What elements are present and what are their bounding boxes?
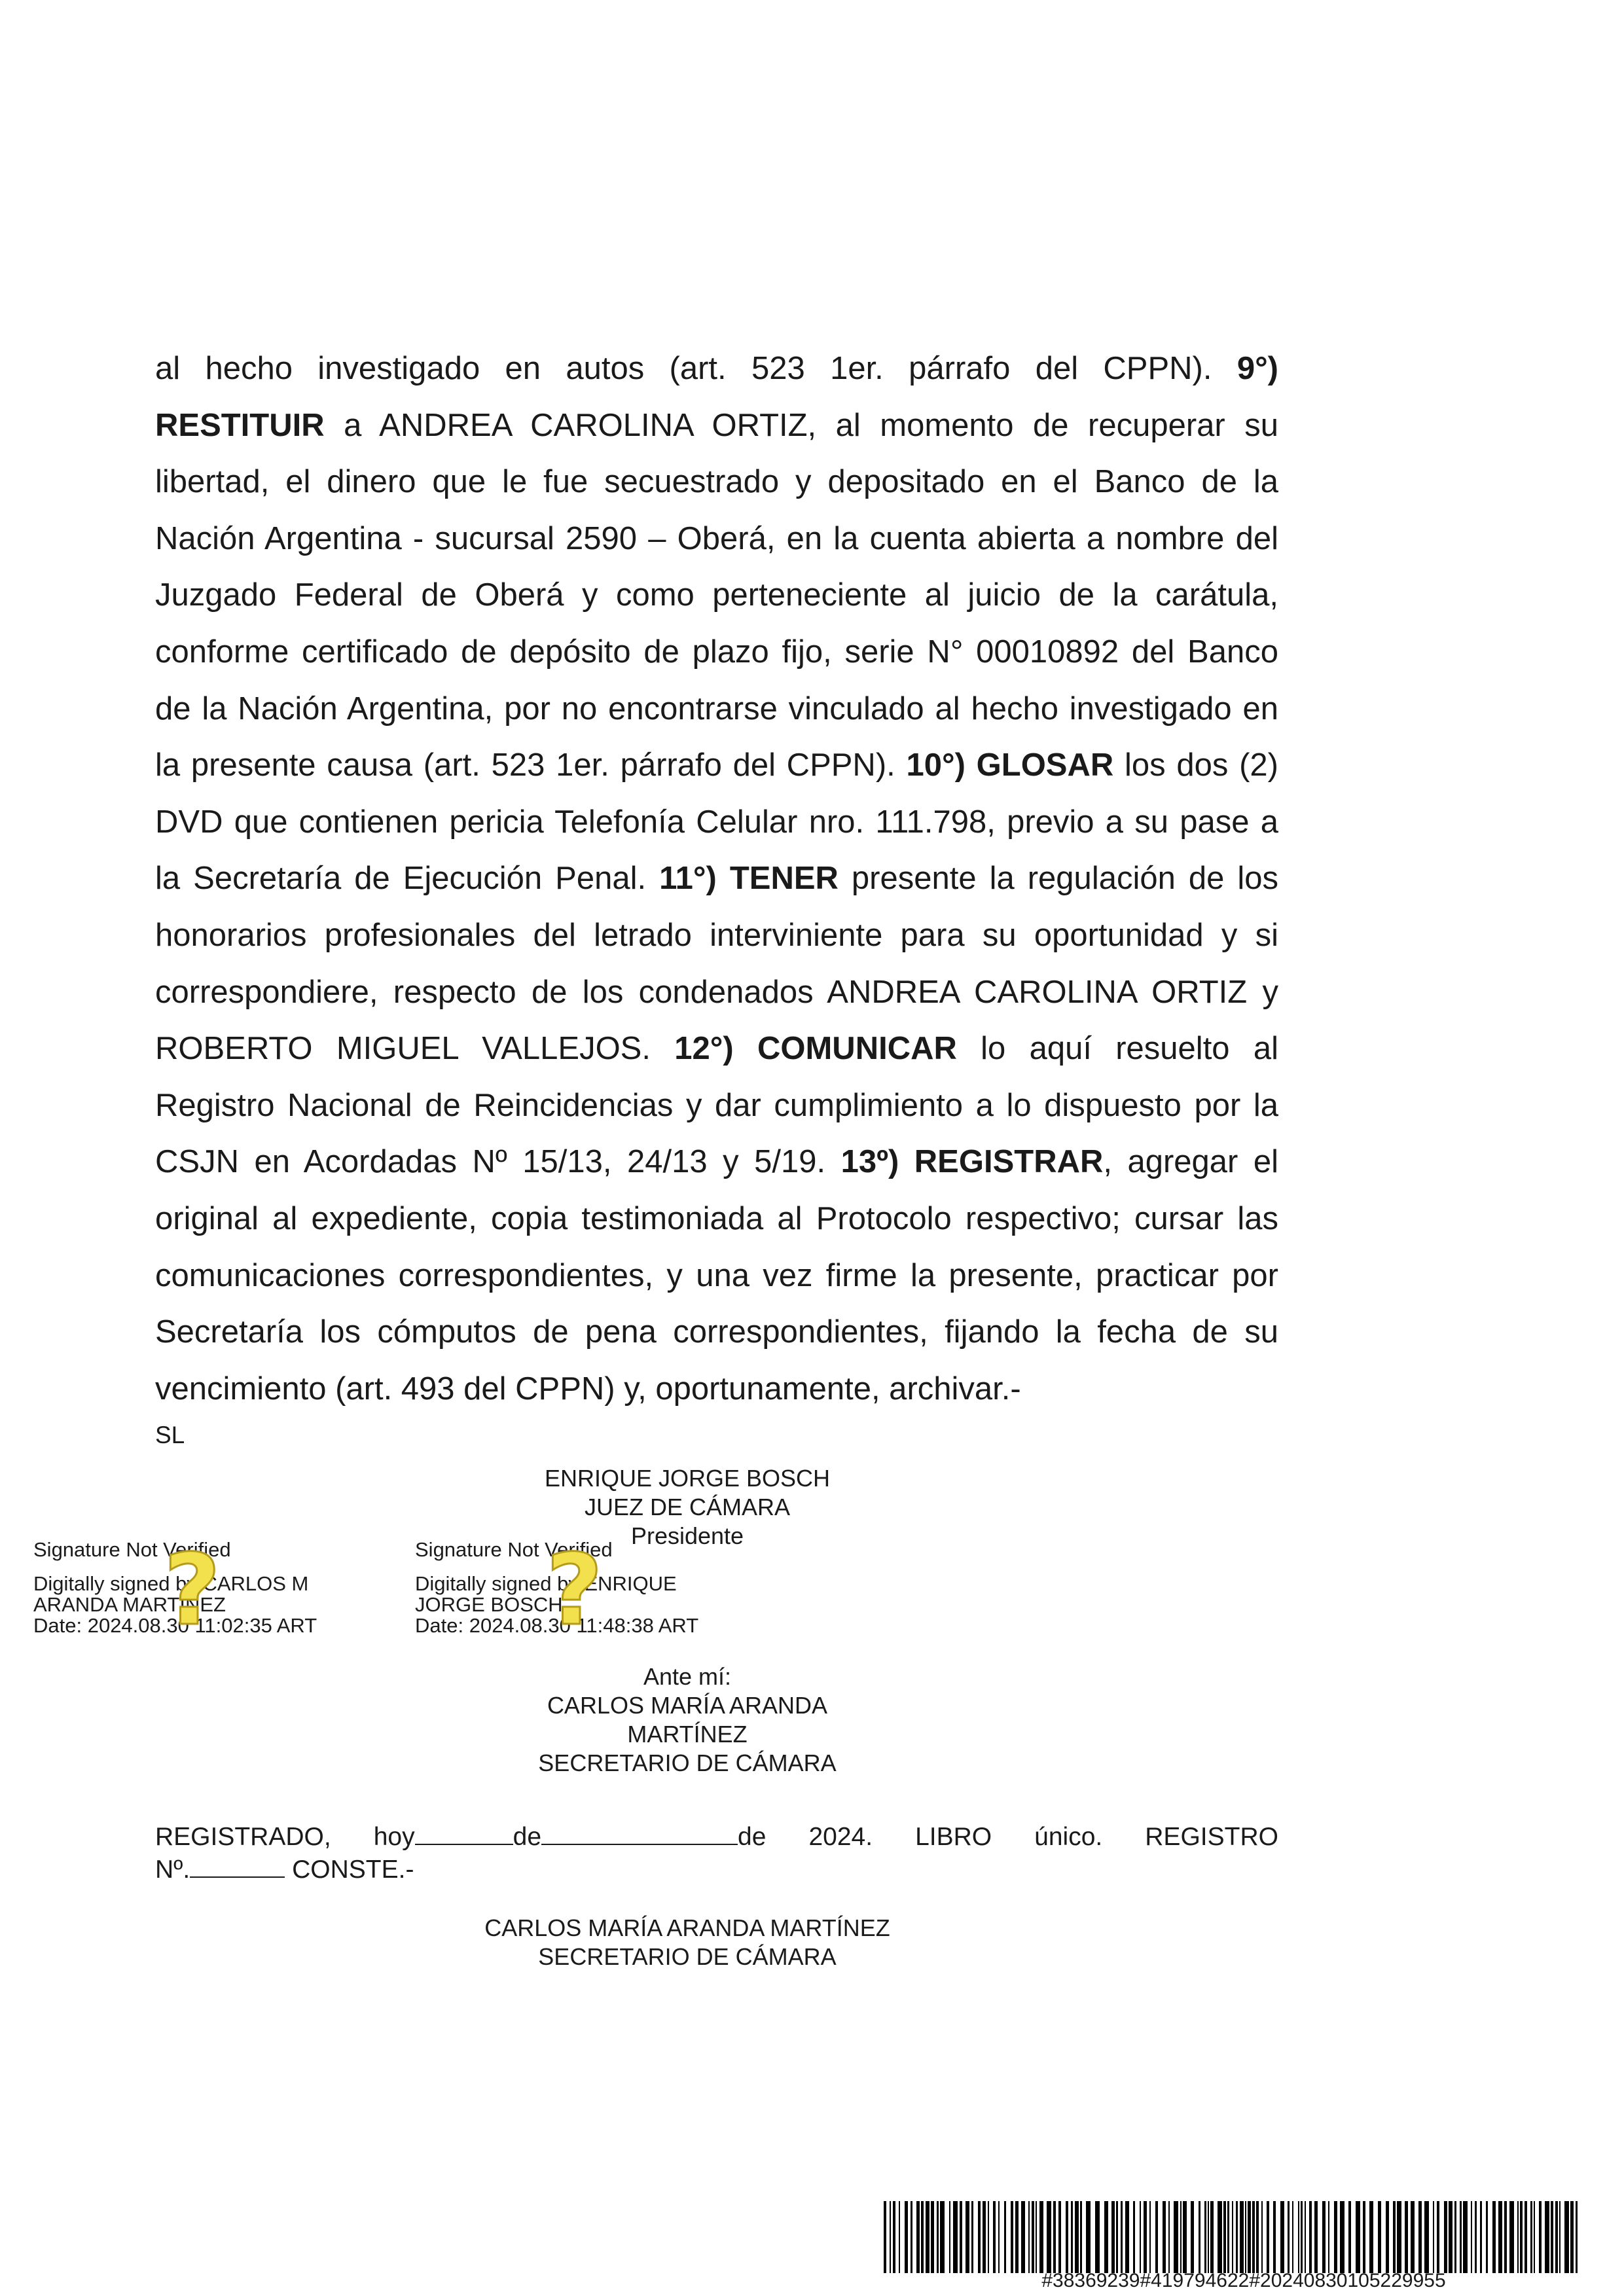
registro-word: Nº. <box>155 1856 190 1884</box>
secretary-name-line2: MARTÍNEZ <box>627 1721 748 1748</box>
text-segment: los dos (2) DVD que contienen pericia Telefonía Celular nro. 111.798, previo a su pase a la Secretaría de Ejecución Penal. <box>155 747 1278 897</box>
secretary-intro: Ante mí: <box>643 1663 732 1690</box>
judge-title: JUEZ DE CÁMARA <box>584 1494 791 1520</box>
secretary-name-line1: CARLOS MARÍA ARANDA <box>547 1692 828 1719</box>
registro-word: CONSTE.- <box>292 1856 414 1884</box>
barcode-number: #38369239#419794622#20240830105229955 <box>1041 2270 1446 2291</box>
registro-word: LIBRO <box>915 1823 992 1851</box>
text-segment: a ANDREA CAROLINA ORTIZ, al momento de recuperar su libertad, el dinero que le fue secuestrado y depositado en el Banco de la Nación Argentina - sucursal 2590 – Oberá, en la cuenta abierta a nombre del Juzgado Federal de Oberá y como perteneciente al juicio de la carátula, conforme certificado de depósito de plazo fijo, serie N° 00010892 del Banco de la Nación Argentina, por no encontrarse vinculado al hecho investigado en la presente causa (art. 523 1er. párrafo del CPPN). <box>155 407 1278 783</box>
judge-name: ENRIQUE JORGE BOSCH <box>544 1465 831 1492</box>
judge-role: Presidente <box>630 1522 744 1549</box>
registration-note <box>155 1821 1278 1886</box>
blank-line <box>541 1821 738 1845</box>
resolution-text <box>155 340 1278 1417</box>
text-segment: presente la regulación de los honorarios profesionales del letrado interviniente para su oportunidad y si correspondiere, respecto de los condenados ANDREA CAROLINA ORTIZ y ROBERTO MIGUEL VALLEJOS. <box>155 861 1278 1067</box>
blank-line <box>190 1854 285 1878</box>
item-9-heading: 9°) RESTITUIR <box>155 351 1278 443</box>
secretary-signature-block <box>471 1662 903 1778</box>
item-12-heading: 12°) COMUNICAR <box>674 1031 957 1067</box>
signature-signer-line2: ARANDA MARTINEZ <box>33 1593 226 1616</box>
secretary2-name: CARLOS MARÍA ARANDA MARTÍNEZ <box>484 1914 890 1941</box>
item-13-heading: 13º) REGISTRAR <box>840 1144 1104 1180</box>
registro-word: hoy <box>373 1823 415 1851</box>
item-11-heading: 11°) TENER <box>659 861 839 897</box>
item-10-heading: 10°) GLOSAR <box>906 747 1114 783</box>
signature-date: Date: 2024.08.30 11:48:38 ART <box>415 1614 699 1637</box>
registro-word: único. <box>1034 1823 1103 1851</box>
secretary-registration-signature <box>340 1914 1034 1971</box>
signature-date: Date: 2024.08.30 11:02:35 ART <box>33 1614 317 1637</box>
blank-line <box>415 1821 513 1845</box>
question-mark-icon: ? <box>164 1534 221 1647</box>
signature-signer-line1: Digitally signed by ENRIQUE <box>415 1572 677 1595</box>
signature-status: Signature Not Verified <box>415 1538 613 1561</box>
registro-word: de <box>513 1823 542 1851</box>
registro-word: 2024. <box>808 1823 873 1851</box>
signature-signer-line1: Digitally signed by CARLOS M <box>33 1572 309 1595</box>
text-segment: lo aquí resuelto al Registro Nacional de Reincidencias y dar cumplimiento a lo dispuesto por la CSJN en Acordadas Nº 15/13, 24/13 y 5/19. <box>155 1031 1278 1180</box>
barcode-icon <box>884 2201 1578 2273</box>
text-segment: , agregar el original al expediente, copia testimoniada al Protocolo respectivo; cursar las comunicaciones correspondientes, y una vez firme la presente, practicar por Secretaría los cómputos de pena correspondientes, fijando la fecha de su vencimiento (art. 493 del CPPN) y, oportunamente, archivar.- <box>155 1144 1278 1407</box>
secretary-title: SECRETARIO DE CÁMARA <box>538 1749 837 1776</box>
question-mark-icon: ? <box>546 1534 604 1647</box>
signature-status: Signature Not Verified <box>33 1538 231 1561</box>
text-segment: al hecho investigado en autos (art. 523 1er. párrafo del CPPN). <box>155 351 1237 386</box>
author-initials: SL <box>155 1422 185 1448</box>
signature-signer-line2: JORGE BOSCH <box>415 1593 563 1616</box>
secretary2-title: SECRETARIO DE CÁMARA <box>538 1943 837 1970</box>
registro-word: REGISTRADO, <box>155 1823 331 1851</box>
registro-word: REGISTRO <box>1145 1823 1278 1851</box>
registro-word: de <box>738 1823 767 1851</box>
